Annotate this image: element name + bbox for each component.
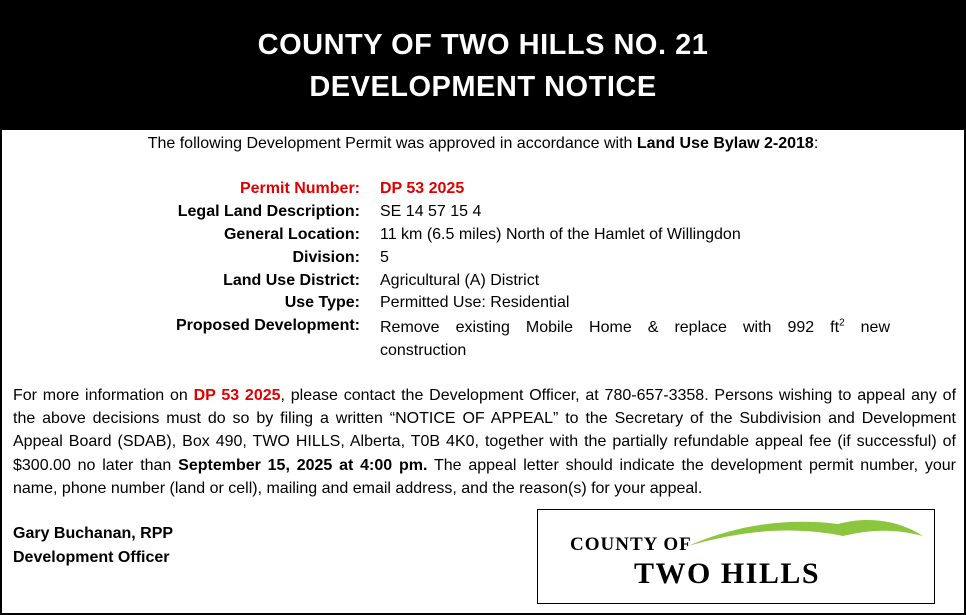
appeal-text-2: , please contact the Development Officer, at 780-657-3358. Persons wishing to appeal any of the above decisions must do so by filing a written “NOTICE OF APPEAL” to the Secretary of the Subdivision and Development Appeal Board (SDAB), Box 490, TWO HILLS, Alberta, T0B 4K0, together with the partially refundable appeal fee (if successful) of $300.00 no later than xyxy=(13,387,957,474)
land-use-district-row xyxy=(2,272,966,294)
legal-land-label: Legal Land Description: xyxy=(177,203,360,220)
intro-statement xyxy=(2,135,964,153)
logo-text-two-hills: TWO HILLS xyxy=(634,557,821,590)
use-type-value: Permitted Use: Residential xyxy=(380,294,570,311)
permit-reference: DP 53 2025 xyxy=(193,387,281,404)
logo-text-county-of: COUNTY OF xyxy=(570,534,692,555)
division-label: Division: xyxy=(292,249,360,266)
officer-title: Development Officer xyxy=(13,549,170,566)
intro-suffix: : xyxy=(813,135,819,152)
proposed-development-row xyxy=(2,317,966,359)
appeal-text-3: The appeal letter should indicate the development permit number, your name, phone number (land or cell), mailing and email address, and the reason(s) for your appeal. xyxy=(13,456,957,497)
bylaw-reference: Land Use Bylaw 2-2018 xyxy=(636,135,814,152)
proposed-development-value xyxy=(380,316,890,362)
land-use-district-value: Agricultural (A) District xyxy=(380,272,540,289)
use-type-label: Use Type: xyxy=(284,294,360,311)
general-location-row xyxy=(2,226,966,248)
proposed-text-a: Remove existing Mobile Home & replace with 992 ft xyxy=(380,319,840,336)
square-feet-superscript: 2 xyxy=(839,317,845,329)
county-logo-graphic xyxy=(538,510,934,603)
signature-block xyxy=(13,522,173,570)
proposed-text-b: new xyxy=(844,319,891,336)
division-row xyxy=(2,249,966,271)
general-location-label: General Location: xyxy=(223,226,360,243)
notice-header xyxy=(2,2,964,130)
proposed-line1 xyxy=(380,316,890,339)
division-value: 5 xyxy=(380,249,389,266)
proposed-development-label: Proposed Development: xyxy=(175,317,360,334)
legal-land-row xyxy=(2,203,966,225)
appeal-information xyxy=(13,384,956,500)
header-title-line1: COUNTY OF TWO HILLS NO. 21 xyxy=(257,29,709,61)
officer-name: Gary Buchanan, RPP xyxy=(13,525,174,542)
county-logo xyxy=(537,509,935,604)
land-use-district-label: Land Use District: xyxy=(223,272,360,289)
general-location-value: 11 km (6.5 miles) North of the Hamlet of Willingdon xyxy=(380,226,741,243)
appeal-deadline: September 15, 2025 at 4:00 pm. xyxy=(178,456,428,474)
intro-text: The following Development Permit was approved in accordance with xyxy=(147,135,637,152)
permit-number-value: DP 53 2025 xyxy=(380,180,465,197)
logo-swoosh xyxy=(688,520,923,546)
header-title-line2: DEVELOPMENT NOTICE xyxy=(309,71,657,103)
permit-number-label: Permit Number: xyxy=(239,180,360,197)
use-type-row xyxy=(2,294,966,316)
appeal-text-1: For more information on xyxy=(13,387,194,404)
legal-land-value: SE 14 57 15 4 xyxy=(380,203,482,220)
proposed-line2: construction xyxy=(380,342,467,359)
permit-number-row xyxy=(2,180,966,202)
